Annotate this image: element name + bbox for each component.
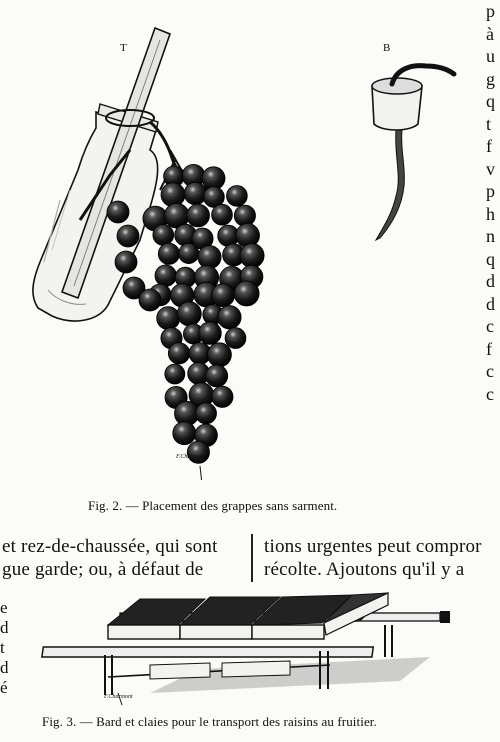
left-fragment: d <box>0 658 8 677</box>
grape-berry <box>212 204 233 225</box>
text-line-right-1: tions urgentes peut compror <box>264 536 482 557</box>
grape-berry <box>157 307 180 330</box>
text-line-left-1: et rez-de-chaussée, qui sont <box>2 536 218 557</box>
grape-berry <box>179 243 199 263</box>
grape-berry <box>196 403 217 424</box>
right-fragment: v <box>486 158 495 179</box>
grape-berry <box>107 201 129 223</box>
grape-berry <box>240 244 264 268</box>
figure-2-label-t: T <box>120 42 127 54</box>
right-fragment: à <box>486 23 494 44</box>
right-fragment: n <box>486 226 495 246</box>
text-line-left-2: gue garde; ou, à défaut de <box>2 559 204 580</box>
grape-berry <box>234 281 259 306</box>
grape-berry <box>198 246 221 269</box>
right-fragment: d <box>486 271 495 291</box>
grape-berry <box>155 265 176 286</box>
grape-berry <box>207 343 231 367</box>
grape-berry <box>187 204 210 227</box>
right-column-fragments <box>486 0 500 405</box>
grape-berry <box>115 251 137 273</box>
right-fragment: t <box>486 113 492 134</box>
figure-3-illustration <box>0 585 486 710</box>
right-fragment: f <box>486 136 492 156</box>
grape-berry <box>227 186 248 207</box>
left-fragment: é <box>0 678 8 697</box>
grape-berry <box>161 183 185 207</box>
right-fragment: q <box>486 91 495 111</box>
grape-berry <box>168 343 189 364</box>
right-fragment: u <box>486 46 495 66</box>
grape-berry <box>177 302 201 326</box>
grape-berry <box>165 364 185 384</box>
left-fragment: t <box>0 638 5 657</box>
left-fragment: e <box>0 598 8 617</box>
figure-2-signature: F.Charmont <box>176 454 205 460</box>
grape-berry <box>234 205 255 226</box>
right-fragment: p <box>486 1 495 21</box>
right-fragment: f <box>486 338 492 359</box>
figure-3-signature: F.Charmont <box>104 694 133 700</box>
grape-berry <box>212 386 233 407</box>
right-fragment: c <box>486 316 494 336</box>
right-fragment: c <box>486 361 494 381</box>
grape-berry <box>236 224 260 248</box>
grape-berry <box>206 365 228 387</box>
grape-berry <box>139 289 161 311</box>
left-fragment: d <box>0 618 8 637</box>
figure-3-caption: Fig. 3. — Bard et claies pour le transport des raisins au fruitier. <box>42 714 377 729</box>
right-fragment: q <box>486 248 495 269</box>
grape-berry <box>212 284 235 307</box>
right-fragment: d <box>486 293 495 314</box>
right-fragment: p <box>486 181 495 201</box>
right-fragment: h <box>486 203 495 224</box>
figure-2-label-b: B <box>383 42 391 54</box>
grape-berry <box>158 243 179 264</box>
text-line-right-2: récolte. Ajoutons qu'il y a <box>264 559 465 580</box>
signature-mark <box>200 466 202 480</box>
grape-berry <box>153 225 174 246</box>
column-rule <box>251 534 253 582</box>
grape-berry <box>117 225 139 247</box>
right-fragment: c <box>486 383 494 404</box>
right-fragment: g <box>486 68 495 89</box>
grape-berry <box>199 322 222 345</box>
figure-2-caption: Fig. 2. — Placement des grappes sans sarment. <box>88 498 338 513</box>
grape-berry <box>173 422 196 445</box>
grape-berry <box>218 306 241 329</box>
grape-berry <box>225 328 246 349</box>
grape-berry <box>184 182 206 204</box>
cork-with-stem <box>372 66 454 240</box>
